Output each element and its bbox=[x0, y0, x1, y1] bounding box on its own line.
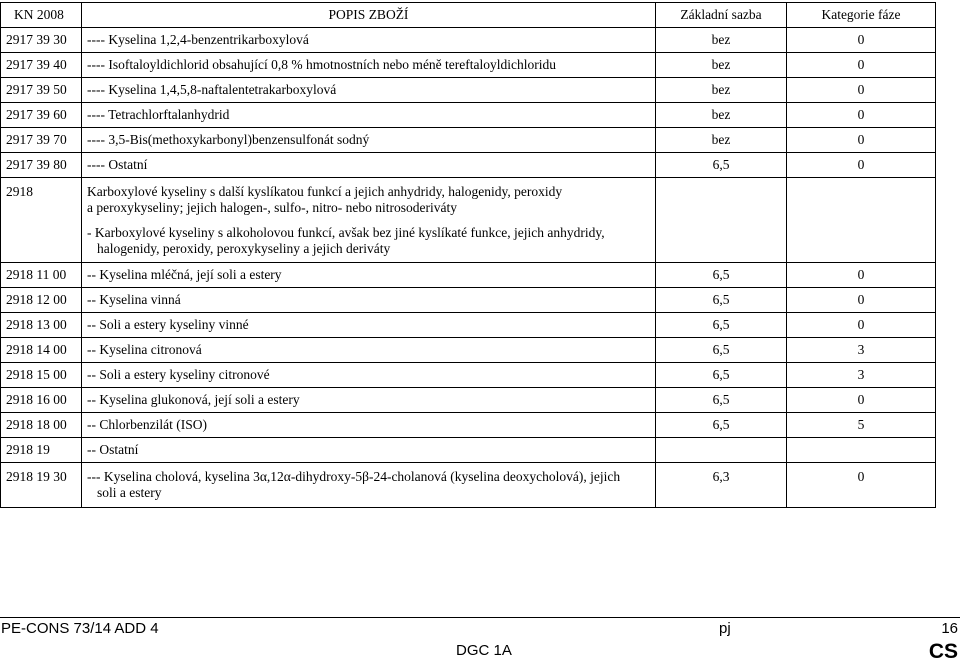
kn-code: 2918 13 00 bbox=[1, 313, 82, 338]
kn-code: 2918 12 00 bbox=[1, 288, 82, 313]
base-rate: bez bbox=[656, 78, 787, 103]
description: ---- Isoftaloyldichlorid obsahující 0,8 % hmotnostních nebo méně tereftaloyldichloridu bbox=[82, 53, 656, 78]
header-category: Kategorie fáze bbox=[787, 3, 936, 28]
category: 0 bbox=[787, 263, 936, 288]
base-rate: 6,5 bbox=[656, 288, 787, 313]
base-rate: bez bbox=[656, 28, 787, 53]
table-row bbox=[1, 288, 936, 313]
header-base-rate: Základní sazba bbox=[656, 3, 787, 28]
heading-row-2918 bbox=[1, 178, 936, 263]
description: -- Kyselina vinná bbox=[82, 288, 656, 313]
description-line2: soli a estery bbox=[97, 485, 162, 500]
category: 0 bbox=[787, 28, 936, 53]
description: -- Ostatní bbox=[82, 438, 656, 463]
table-row bbox=[1, 463, 936, 508]
table-row bbox=[1, 313, 936, 338]
base-rate: 6,5 bbox=[656, 413, 787, 438]
description: -- Kyselina mléčná, její soli a estery bbox=[82, 263, 656, 288]
table-row bbox=[1, 338, 936, 363]
base-rate: bez bbox=[656, 103, 787, 128]
category: 3 bbox=[787, 363, 936, 388]
footer-department: DGC 1A bbox=[456, 642, 512, 659]
table-row bbox=[1, 53, 936, 78]
footer-initials: pj bbox=[719, 620, 731, 637]
description: ---- Kyselina 1,4,5,8-naftalentetrakarboxylová bbox=[82, 78, 656, 103]
category: 3 bbox=[787, 338, 936, 363]
table-row bbox=[1, 128, 936, 153]
kn-code: 2917 39 70 bbox=[1, 128, 82, 153]
category: 0 bbox=[787, 463, 936, 508]
kn-code: 2918 19 30 bbox=[1, 463, 82, 508]
heading-description-line1: Karboxylové kyseliny s další kyslíkatou funkcí a jejich anhydridy, halogenidy, peroxidy bbox=[87, 184, 563, 199]
header-description: POPIS ZBOŽÍ bbox=[82, 3, 656, 28]
table-row bbox=[1, 263, 936, 288]
base-rate: 6,5 bbox=[656, 363, 787, 388]
kn-code: 2918 18 00 bbox=[1, 413, 82, 438]
description: -- Soli a estery kyseliny citronové bbox=[82, 363, 656, 388]
table-row bbox=[1, 388, 936, 413]
kn-code: 2917 39 80 bbox=[1, 153, 82, 178]
description bbox=[82, 463, 656, 508]
category: 0 bbox=[787, 153, 936, 178]
table-row bbox=[1, 363, 936, 388]
kn-code: 2917 39 40 bbox=[1, 53, 82, 78]
kn-code: 2918 bbox=[1, 178, 82, 263]
base-rate bbox=[656, 438, 787, 463]
kn-code: 2918 19 bbox=[1, 438, 82, 463]
description: -- Kyselina citronová bbox=[82, 338, 656, 363]
category: 0 bbox=[787, 78, 936, 103]
category: 0 bbox=[787, 388, 936, 413]
kn-code: 2917 39 30 bbox=[1, 28, 82, 53]
kn-code: 2917 39 50 bbox=[1, 78, 82, 103]
kn-code: 2917 39 60 bbox=[1, 103, 82, 128]
table-header-row bbox=[1, 3, 936, 28]
category: 0 bbox=[787, 288, 936, 313]
base-rate: 6,5 bbox=[656, 388, 787, 413]
subheading-description-line1: - Karboxylové kyseliny s alkoholovou funkcí, avšak bez jiné kyslíkaté funkce, jejich anhydridy, bbox=[87, 225, 605, 240]
description-line1: --- Kyselina cholová, kyselina 3α,12α-dihydroxy-5β-24-cholanová (kyselina deoxycholová), jejich bbox=[87, 469, 621, 484]
description: -- Kyselina glukonová, její soli a estery bbox=[82, 388, 656, 413]
category: 0 bbox=[787, 53, 936, 78]
category: 0 bbox=[787, 103, 936, 128]
footer-language-code: CS bbox=[928, 640, 958, 663]
subheading-description-line2: halogenidy, peroxidy, peroxykyseliny a jejich deriváty bbox=[97, 241, 391, 256]
kn-code: 2918 14 00 bbox=[1, 338, 82, 363]
category: 0 bbox=[787, 128, 936, 153]
footer-document-reference: PE-CONS 73/14 ADD 4 bbox=[1, 620, 159, 637]
category: 5 bbox=[787, 413, 936, 438]
description: ---- Kyselina 1,2,4-benzentrikarboxylová bbox=[82, 28, 656, 53]
footer-page-number: 16 bbox=[941, 620, 958, 637]
base-rate bbox=[656, 178, 787, 263]
table-row bbox=[1, 413, 936, 438]
description: ---- Tetrachlorftalanhydrid bbox=[82, 103, 656, 128]
base-rate: 6,5 bbox=[656, 263, 787, 288]
base-rate: 6,5 bbox=[656, 338, 787, 363]
table-row bbox=[1, 78, 936, 103]
table-row bbox=[1, 103, 936, 128]
description: ---- Ostatní bbox=[82, 153, 656, 178]
heading-description-line2: a peroxykyseliny; jejich halogen-, sulfo-, nitro- nebo nitrosoderiváty bbox=[87, 200, 458, 215]
base-rate: bez bbox=[656, 53, 787, 78]
base-rate: bez bbox=[656, 128, 787, 153]
footer-divider bbox=[0, 617, 960, 618]
header-kn: KN 2008 bbox=[1, 3, 82, 28]
category bbox=[787, 438, 936, 463]
kn-code: 2918 11 00 bbox=[1, 263, 82, 288]
description: ---- 3,5-Bis(methoxykarbonyl)benzensulfonát sodný bbox=[82, 128, 656, 153]
base-rate: 6,5 bbox=[656, 313, 787, 338]
description: -- Soli a estery kyseliny vinné bbox=[82, 313, 656, 338]
table-row bbox=[1, 438, 936, 463]
heading-description bbox=[82, 178, 656, 263]
category: 0 bbox=[787, 313, 936, 338]
table-row bbox=[1, 153, 936, 178]
category bbox=[787, 178, 936, 263]
kn-code: 2918 15 00 bbox=[1, 363, 82, 388]
description: -- Chlorbenzilát (ISO) bbox=[82, 413, 656, 438]
base-rate: 6,3 bbox=[656, 463, 787, 508]
base-rate: 6,5 bbox=[656, 153, 787, 178]
tariff-table bbox=[0, 2, 936, 508]
table-row bbox=[1, 28, 936, 53]
kn-code: 2918 16 00 bbox=[1, 388, 82, 413]
